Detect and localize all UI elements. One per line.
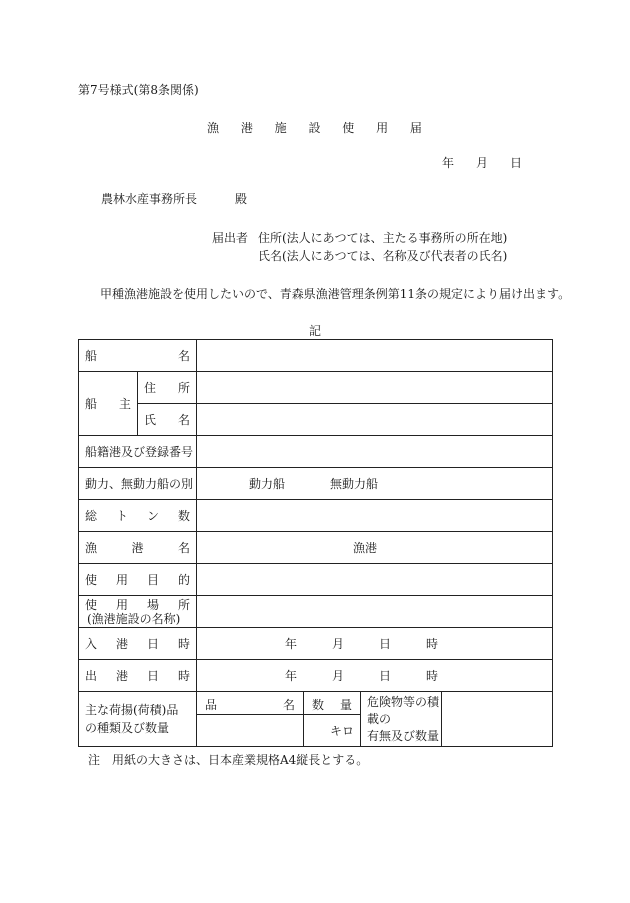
row-tonnage xyxy=(79,500,553,532)
exit-field[interactable]: 年 月 日 時 xyxy=(197,660,553,692)
location-label: 使 用 場 所 (漁港施設の名称) xyxy=(79,596,197,628)
danger-label: 危険物等の積載の 有無及び数量 xyxy=(361,692,442,747)
cargo-qty-header: 数 量 xyxy=(304,692,361,715)
exit-label: 出 港 日 時 xyxy=(79,660,197,692)
entry-label: 入 港 日 時 xyxy=(79,628,197,660)
powered-field[interactable] xyxy=(197,468,553,500)
port-field[interactable] xyxy=(197,532,553,564)
row-port xyxy=(79,532,553,564)
owner-address-field[interactable] xyxy=(197,372,553,404)
row-owner-address xyxy=(79,372,553,404)
registry-field[interactable] xyxy=(197,436,553,468)
owner-address-label: 住 所 xyxy=(138,372,197,404)
submitter-address-label: 住所(法人にあつては、主たる事務所の所在地) xyxy=(258,231,508,245)
location-field[interactable] xyxy=(197,596,553,628)
port-label: 漁 港 名 xyxy=(79,532,197,564)
cargo-label: 主な荷揚(荷積)品 の種類及び数量 xyxy=(79,692,197,747)
row-cargo-header xyxy=(79,692,553,715)
ship-name-label: 船 名 xyxy=(79,340,197,372)
unpowered-option[interactable]: 無動力船 xyxy=(330,477,379,491)
date-month: 月 xyxy=(475,156,488,170)
danger-field[interactable] xyxy=(442,692,553,747)
owner-name-label: 氏 名 xyxy=(138,404,197,436)
body-text: 甲種漁港施設を使用したいので、青森県漁港管理条例第11条の規定により届け出ます。 xyxy=(100,287,571,301)
date-day: 日 xyxy=(509,156,522,170)
footnote: 注 用紙の大きさは、日本産業規格A4縦長とする。 xyxy=(88,753,369,767)
purpose-field[interactable] xyxy=(197,564,553,596)
tonnage-field[interactable] xyxy=(197,500,553,532)
submitter-label: 届出者 xyxy=(212,231,249,245)
date-line xyxy=(442,157,522,169)
cargo-qty-field[interactable] xyxy=(304,715,361,747)
owner-label: 船 主 xyxy=(79,372,138,436)
row-registry xyxy=(79,436,553,468)
powered-label: 動力、無動力船の別 xyxy=(79,468,197,500)
date-year: 年 xyxy=(442,156,455,170)
owner-name-field[interactable] xyxy=(197,404,553,436)
ki-heading: 記 xyxy=(308,324,321,338)
row-powered xyxy=(79,468,553,500)
ship-name-field[interactable] xyxy=(197,340,553,372)
row-entry xyxy=(79,628,553,660)
row-ship-name xyxy=(79,340,553,372)
port-suffix: 漁港 xyxy=(353,541,378,555)
entry-field[interactable]: 年 月 日 時 xyxy=(197,628,553,660)
cargo-qty-unit: キロ xyxy=(329,724,354,738)
purpose-label: 使 用 目 的 xyxy=(79,564,197,596)
cargo-item-field[interactable] xyxy=(197,715,304,747)
row-owner-name xyxy=(79,404,553,436)
row-exit xyxy=(79,660,553,692)
addressee-name: 農林水産事務所長 xyxy=(101,192,198,206)
row-purpose xyxy=(79,564,553,596)
submitter-name-label: 氏名(法人にあつては、名称及び代表者の氏名) xyxy=(258,249,508,263)
tonnage-label: 総 ト ン 数 xyxy=(79,500,197,532)
form-number: 第7号様式(第8条関係) xyxy=(78,83,199,97)
registry-label: 船籍港及び登録番号 xyxy=(79,436,197,468)
addressee xyxy=(101,193,247,205)
record-table xyxy=(78,339,553,747)
powered-option[interactable]: 動力船 xyxy=(249,477,286,491)
addressee-honorific: 殿 xyxy=(235,192,248,206)
document-title: 漁 港 施 設 使 用 届 xyxy=(207,121,431,135)
cargo-item-header: 品 名 xyxy=(197,692,304,715)
location-sublabel: (漁港施設の名称) xyxy=(87,611,181,626)
row-location xyxy=(79,596,553,628)
